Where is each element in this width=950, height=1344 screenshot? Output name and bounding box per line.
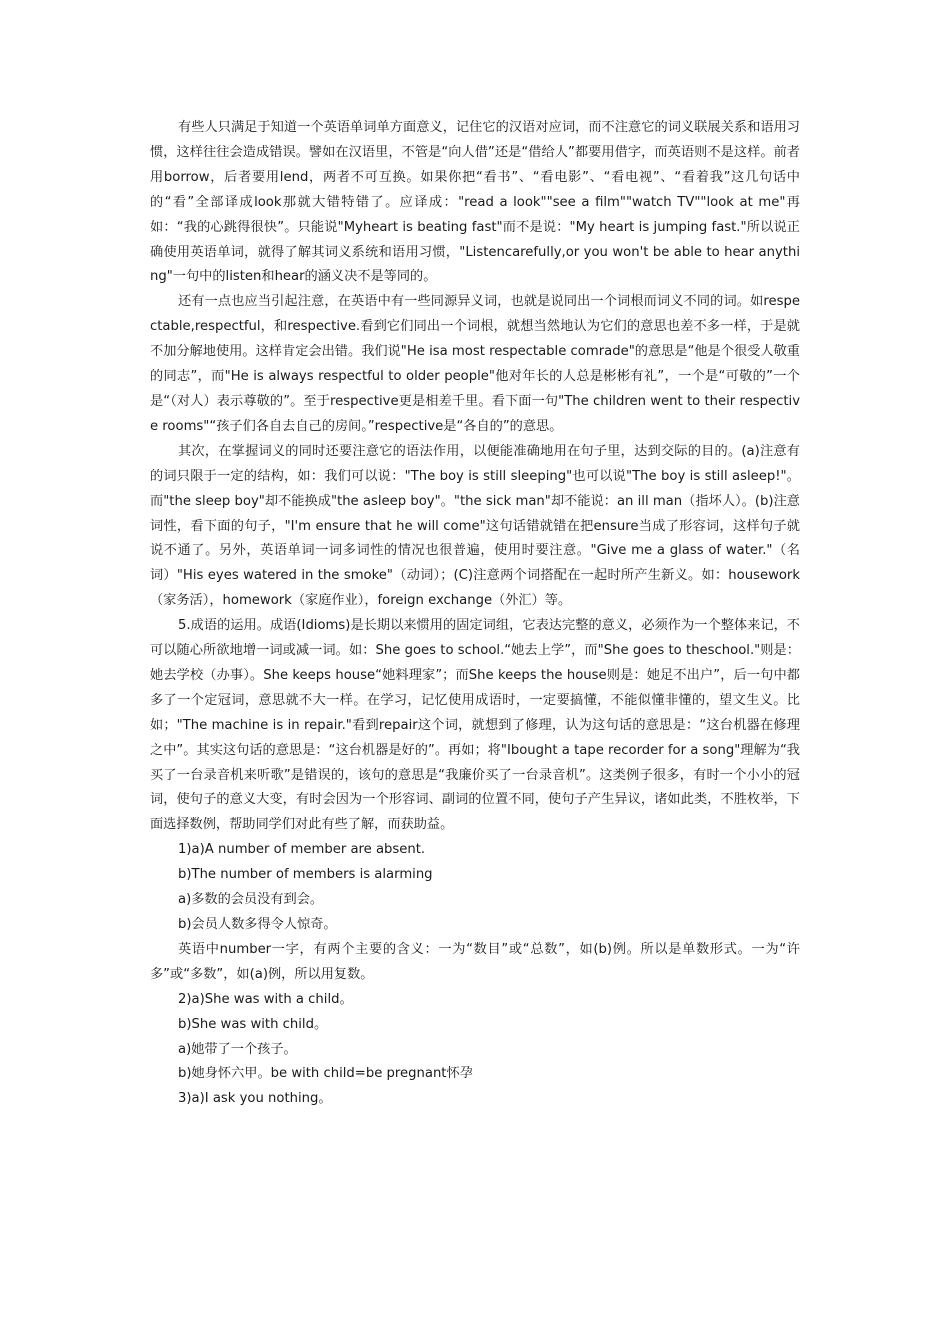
paragraph-word-meaning: 有些人只满足于知道一个英语单词单方面意义，记住它的汉语对应词，而不注意它的词义联展关系和语用习惯，这样往往会造成错误。譬如在汉语里，不管是“向人借”还是“借给人”都要用借字，而英语则不是这样。前者用borrow，后者要用lend，两者不可互换。如果你把“看书”、“看电影”、“看电视”、“看着我”这几句话中的“看”全部译成look那就大错特错了。应译成："read a look""see a film""watch TV""look at me"再如：“我的心跳得很快”。只能说"Myheart is beating fast"而不是说："My heart is jumping fast."所以说正确使用英语单词，就得了解其词义系统和语用习惯，"Listencarefully,or you won't be able to hear anything"一句中的listen和hear的涵义决不是等同的。 (150, 120, 800, 285)
example-line: a)多数的会员没有到会。 (178, 892, 324, 908)
example-line: b)She was with child。 (178, 1016, 328, 1032)
paragraph-grammar-function: 其次，在掌握词义的同时还要注意它的语法作用，以便能准确地用在句子里，达到交际的目的。(a)注意有的词只限于一定的结构，如：我们可以说："The boy is still sleeping"也可以说"The boy is still asleep!"。而"the sleep boy"却不能换成"the asleep boy"。"the sick man"却不能说：an ill man（指坏人）。(b)注意词性，看下面的句子，"I'm ensure that he will come"这句话错就错在把ensure当成了形容词，这样句子就说不通了。另外，英语单词一词多词性的情况也很普遍，使用时要注意。"Give me a glass of water."（名词）"His eyes watered in the smoke"（动词）；(C)注意两个词搭配在一起时所产生新义。如：housework（家务活），homework（家庭作业），foreign exchange（外汇）等。 (150, 443, 800, 609)
document-page (150, 116, 800, 1226)
example-line: b)她身怀六甲。be with child=be pregnant怀孕 (178, 1066, 473, 1082)
example-line: a)她带了一个孩子。 (178, 1041, 297, 1057)
paragraph-idioms: 5.成语的运用。成语(Idioms)是长期以来惯用的固定词组，它表达完整的意义，必须作为一个整体来记，不可以随心所欲地增一词或减一词。如：She goes to school.“她去上学”，而"She goes to theschool."则是：她去学校（办事）。She keeps house“她料理家”；而She keeps the house则是：她足不出户”，后一句中都多了一个定冠词，意思就不大一样。在学习，记忆使用成语时，一定要搞懂，不能似懂非懂的，望文生义。比如；"The machine is in repair."看到repair这个词，就想到了修理，认为这句话的意思是：“这台机器在修理之中”。其实这句话的意思是：“这台机器是好的”。再如；将"Ibought a tape recorder for a song"理解为“我买了一台录音机来听歌”是错误的，该句的意思是“我廉价买了一台录音机”。这类例子很多，有时一个小小的冠词，使句子的意义大变，有时会因为一个形容词、副词的位置不同，使句子产生异议，诸如此类，不胜枚举，下面选择数例，帮助同学们对此有些了解，而获助益。 (150, 618, 800, 833)
example-line: b)会员人数多得令人惊奇。 (178, 917, 337, 932)
paragraph-cognates: 还有一点也应当引起注意，在英语中有一些同源异义词，也就是说同出一个词根而词义不同的词。如respectable,respectful，和respective.看到它们同出一个词根，就想当然地认为它们的意思也差不多一样，于是就不加分解地使用。这样肯定会出错。我们说"He isa most respectable comrade"的意思是“他是个很受人敬重的同志”，而"He is always respectful to older people"他对年长的人总是彬彬有礼”，一个是“可敬的”一个是“（对人）表示尊敬的”。至于respective更是相差千里。看下面一句"The children went to their respective rooms"“孩子们各自去自己的房间。”respective是“各自的”的意思。 (150, 294, 800, 434)
example-line: b)The number of members is alarming (178, 867, 433, 883)
example-line: 2)a)She was with a child。 (178, 991, 353, 1007)
paragraph-number-explanation: 英语中number一字，有两个主要的含义：一为“数目”或“总数”，如(b)例。所以是单数形式。一为“许多”或“多数”，如(a)例，所以用复数。 (150, 941, 800, 982)
example-line: 3)a)I ask you nothing。 (178, 1091, 332, 1107)
example-line: 1)a)A number of member are absent. (178, 842, 426, 858)
